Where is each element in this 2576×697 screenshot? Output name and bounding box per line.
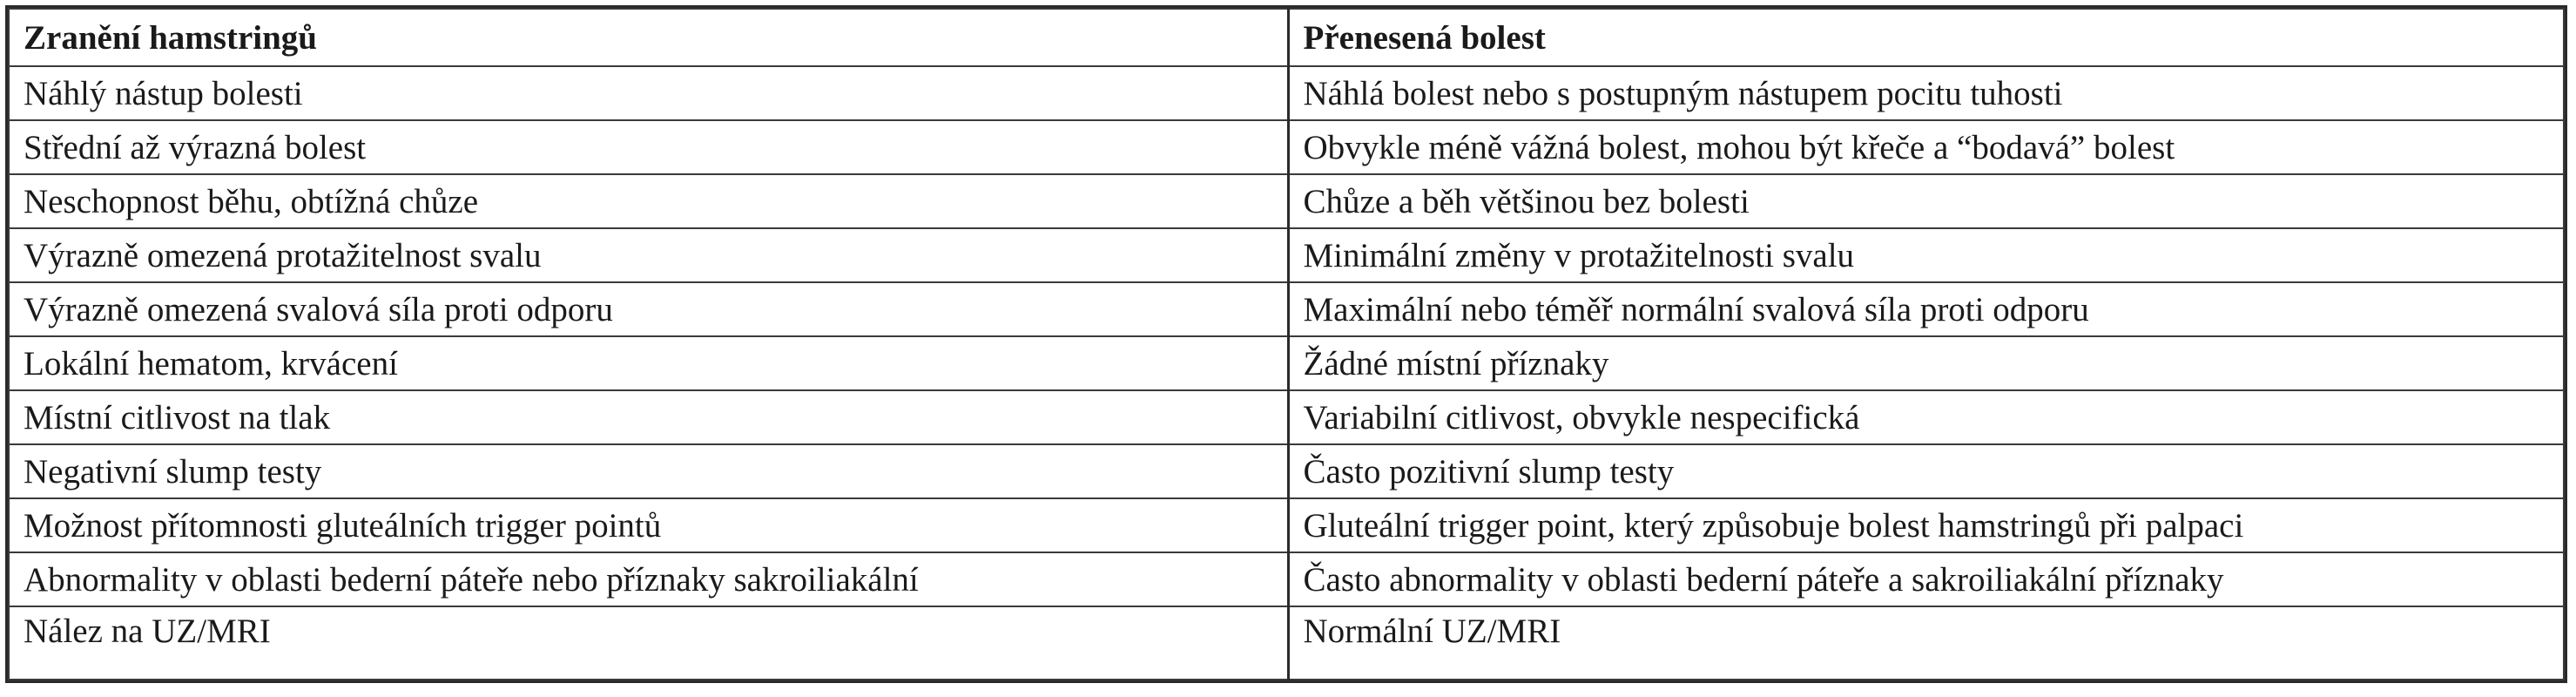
- table-row: [9, 66, 2564, 120]
- cell-referred-pain: Normální UZ/MRI: [1288, 606, 2564, 680]
- comparison-table-container: [5, 5, 2567, 683]
- cell-referred-pain: Žádné místní příznaky: [1288, 336, 2564, 390]
- header-referred-pain: Přenesená bolest: [1288, 9, 2564, 66]
- cell-referred-pain: Variabilní citlivost, obvykle nespecifická: [1288, 390, 2564, 444]
- cell-referred-pain: Maximální nebo téměř normální svalová síla proti odporu: [1288, 282, 2564, 336]
- cell-hamstring-injury: Neschopnost běhu, obtížná chůze: [9, 174, 1288, 228]
- table-row: [9, 606, 2564, 680]
- table-row: [9, 552, 2564, 606]
- cell-hamstring-injury: Lokální hematom, krvácení: [9, 336, 1288, 390]
- table-header-row: [9, 9, 2564, 66]
- comparison-table: [8, 8, 2565, 680]
- table-row: [9, 444, 2564, 498]
- table-row: [9, 498, 2564, 552]
- table-row: [9, 390, 2564, 444]
- cell-hamstring-injury: Místní citlivost na tlak: [9, 390, 1288, 444]
- cell-referred-pain: Chůze a běh většinou bez bolesti: [1288, 174, 2564, 228]
- table-row: [9, 282, 2564, 336]
- cell-referred-pain: Obvykle méně vážná bolest, mohou být křeče a “bodavá” bolest: [1288, 120, 2564, 174]
- cell-hamstring-injury: Abnormality v oblasti bederní páteře nebo příznaky sakroiliakální: [9, 552, 1288, 606]
- cell-hamstring-injury: Nález na UZ/MRI: [9, 606, 1288, 680]
- cell-hamstring-injury: Negativní slump testy: [9, 444, 1288, 498]
- table-row: [9, 120, 2564, 174]
- cell-referred-pain: Často pozitivní slump testy: [1288, 444, 2564, 498]
- cell-referred-pain: Gluteální trigger point, který způsobuje bolest hamstringů při palpaci: [1288, 498, 2564, 552]
- table-row: [9, 174, 2564, 228]
- table-row: [9, 336, 2564, 390]
- cell-hamstring-injury: Výrazně omezená protažitelnost svalu: [9, 228, 1288, 282]
- table-row: [9, 228, 2564, 282]
- cell-hamstring-injury: Střední až výrazná bolest: [9, 120, 1288, 174]
- cell-hamstring-injury: Výrazně omezená svalová síla proti odporu: [9, 282, 1288, 336]
- cell-referred-pain: Náhlá bolest nebo s postupným nástupem pocitu tuhosti: [1288, 66, 2564, 120]
- cell-hamstring-injury: Možnost přítomnosti gluteálních trigger pointů: [9, 498, 1288, 552]
- cell-referred-pain: Minimální změny v protažitelnosti svalu: [1288, 228, 2564, 282]
- cell-hamstring-injury: Náhlý nástup bolesti: [9, 66, 1288, 120]
- header-hamstring-injury: Zranění hamstringů: [9, 9, 1288, 66]
- cell-referred-pain: Často abnormality v oblasti bederní páteře a sakroiliakální příznaky: [1288, 552, 2564, 606]
